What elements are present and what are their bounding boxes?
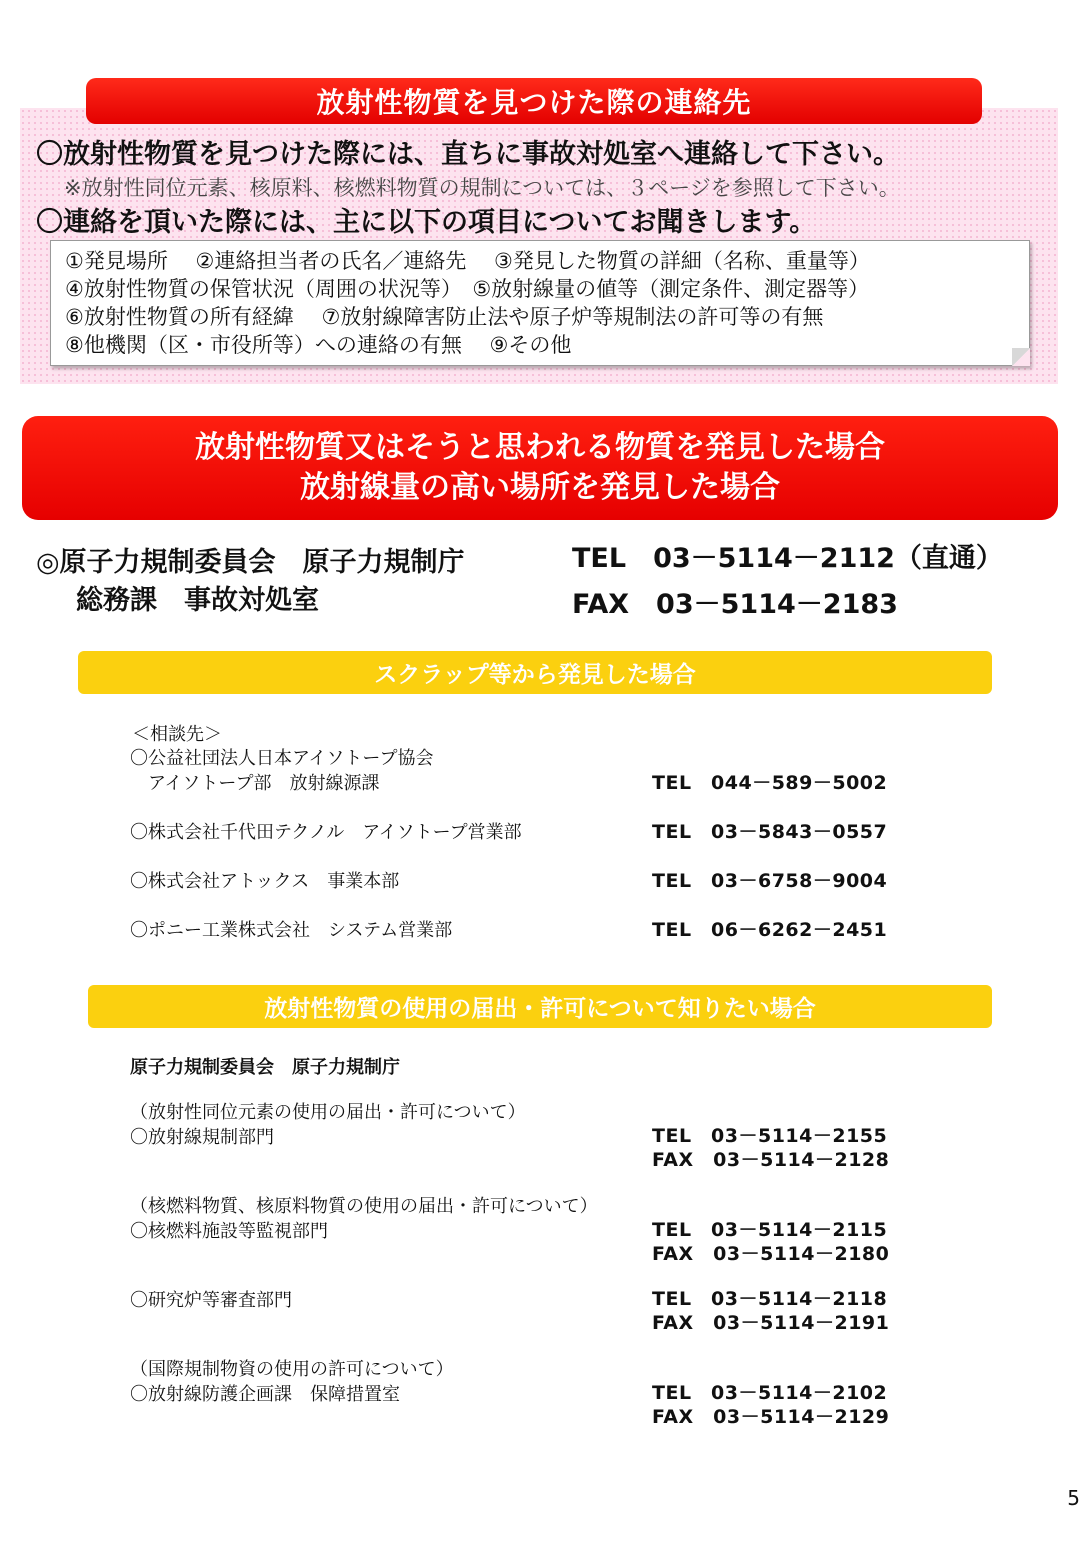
main-org-dept: 総務課 事故対処室: [76, 585, 319, 616]
question-items-box: [50, 240, 1030, 366]
group-2-dept: 〇核燃料施設等監視部門: [130, 1221, 328, 1242]
consult-label: ＜相談先＞: [132, 724, 222, 745]
group-4-tel: TEL 03－5114－2102: [652, 1382, 888, 1404]
contact-3-name: 〇株式会社アトックス 事業本部: [130, 871, 400, 892]
regulation-note: ※放射性同位元素、核原料、核燃料物質の規制については、３ページを参照して下さい。: [64, 176, 900, 200]
group-1-fax: FAX 03－5114－2128: [652, 1149, 890, 1171]
group-3-dept: 〇研究炉等審査部門: [130, 1290, 292, 1311]
contact-1-tel: TEL 044－589－5002: [652, 772, 888, 794]
group-3-tel: TEL 03－5114－2118: [652, 1288, 888, 1310]
contact-1-dept: アイソトープ部 放射線源課: [148, 773, 380, 794]
group-2-tel: TEL 03－5114－2115: [652, 1219, 888, 1241]
permit-header: 放射性物質の使用の届出・許可について知りたい場合: [88, 985, 992, 1028]
page-number: 5: [1067, 1486, 1080, 1510]
lead-report-immediately: 〇放射性物質を見つけた際には、直ちに事故対処室へ連絡して下さい。: [36, 139, 900, 170]
group-4-fax: FAX 03－5114－2129: [652, 1406, 890, 1428]
group-3-fax: FAX 03－5114－2191: [652, 1312, 890, 1334]
question-items-line-3: ⑥放射性物質の所有経緯 ⑦放射線障害防止法や原子炉等規制法の許可等の有無: [65, 305, 824, 329]
contact-4-tel: TEL 06－6262－2451: [652, 919, 888, 941]
group-4-dept: 〇放射線防護企画課 保障措置室: [130, 1384, 400, 1405]
lead-questions: 〇連絡を頂いた際には、主に以下の項目についてお聞きします。: [36, 207, 817, 238]
question-items-line-2: ④放射性物質の保管状況（周囲の状況等） ⑤放射線量の値等（測定条件、測定器等）: [65, 277, 870, 301]
question-items-line-4: ⑧他機関（区・市役所等）への連絡の有無 ⑨その他: [65, 333, 572, 357]
main-fax: FAX 03－5114－2183: [572, 589, 898, 620]
group-4-note: （国際規制物資の使用の許可について）: [130, 1359, 454, 1380]
page-fold-corner: [1012, 348, 1030, 366]
question-items-line-1: ①発見場所 ②連絡担当者の氏名／連絡先 ③発見した物質の詳細（名称、重量等）: [65, 249, 870, 273]
main-org-name: ◎原子力規制委員会 原子力規制庁: [36, 547, 465, 578]
scrap-header: スクラップ等から発見した場合: [78, 651, 992, 694]
banner-line-1: 放射性物質又はそうと思われる物質を発見した場合: [195, 430, 885, 465]
main-tel: TEL 03－5114－2112（直通）: [572, 543, 1003, 574]
section1-header: 放射性物質を見つけた際の連絡先: [86, 78, 982, 124]
group-1-note: （放射性同位元素の使用の届出・許可について）: [130, 1102, 526, 1123]
group-2-note: （核燃料物質、核原料物質の使用の届出・許可について）: [130, 1196, 598, 1217]
group-1-dept: 〇放射線規制部門: [130, 1127, 274, 1148]
discovery-banner: [22, 416, 1058, 520]
permit-org: 原子力規制委員会 原子力規制庁: [130, 1057, 400, 1078]
contact-3-tel: TEL 03－6758－9004: [652, 870, 888, 892]
contact-1-name: 〇公益社団法人日本アイソトープ協会: [130, 748, 434, 769]
group-1-tel: TEL 03－5114－2155: [652, 1125, 888, 1147]
contact-4-name: 〇ポニー工業株式会社 システム営業部: [130, 920, 453, 941]
group-2-fax: FAX 03－5114－2180: [652, 1243, 890, 1265]
banner-line-2: 放射線量の高い場所を発見した場合: [300, 470, 780, 505]
contact-2-tel: TEL 03－5843－0557: [652, 821, 888, 843]
contact-2-name: 〇株式会社千代田テクノル アイソトープ営業部: [130, 822, 522, 843]
